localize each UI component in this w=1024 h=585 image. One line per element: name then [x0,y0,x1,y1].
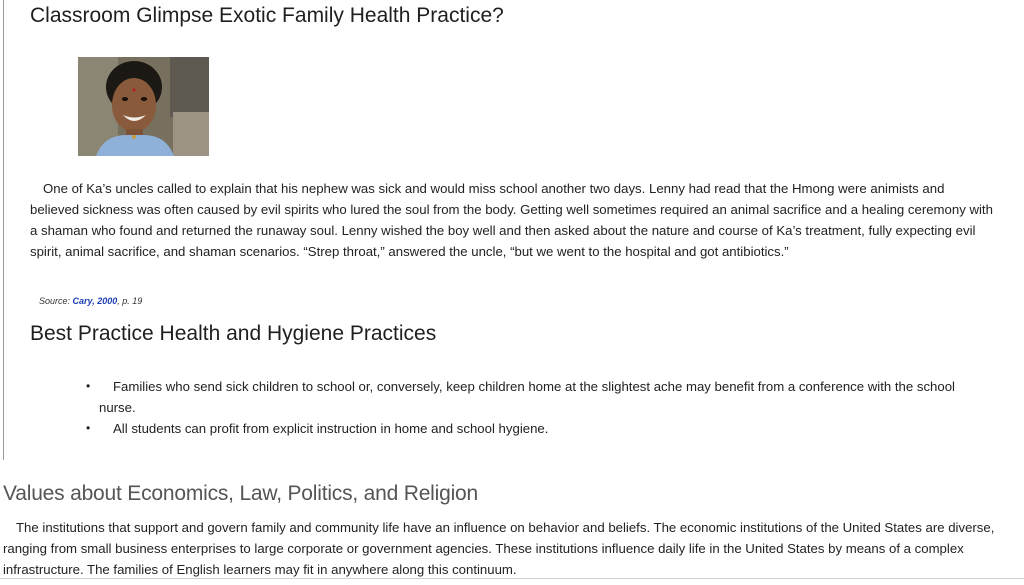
list-item [86,418,986,439]
bullet-icon: • [86,421,91,435]
classroom-glimpse-box [3,0,1024,460]
source-suffix: , p. 19 [117,296,143,306]
glimpse-story [30,178,996,262]
best-practice-heading: Best Practice Health and Hygiene Practices [30,322,437,345]
values-paragraph [3,517,1019,580]
list-item-text: All students can profit from explicit instruction in home and school hygiene. [113,421,549,436]
divider [0,578,1024,579]
list-item [86,376,986,418]
values-heading: Values about Economics, Law, Politics, and Religion [3,482,479,505]
bullet-icon: • [86,379,91,393]
source-citation [39,296,142,306]
source-prefix: Source: [39,296,73,306]
values-paragraph-text: The institutions that support and govern family and community life have an influence on behavior and beliefs. The economic institutions of the United States are diverse, ranging from small business enterprises to large corporate or government agencies. These institutions influence daily life in the United States by means of a complex infrastructure. The families of English learners may fit in anywhere along this continuum. [3,520,995,577]
glimpse-story-text: One of Ka’s uncles called to explain that his nephew was sick and would miss school another two days. Lenny had read that the Hmong were animists and believed sickness was often caused by evil spirits who lured the soul from the body. Getting well sometimes required an animal sacrifice and a healing ceremony with a shaman who found and returned the runaway soul. Lenny wished the boy well and then asked about the nature and course of Ka’s treatment, fully expecting evil spirit, animal sacrifice, and shaman scenarios. “Strep throat,” answered the uncle, “but we went to the hospital and got antibiotics.” [30,181,993,259]
child-photo [78,57,209,156]
best-practice-list [86,376,986,439]
glimpse-heading: Classroom Glimpse Exotic Family Health Practice? [30,4,504,27]
list-item-text: Families who send sick children to school or, conversely, keep children home at the slightest ache may benefit from a conference with the school nurse. [99,379,955,415]
source-citation-link[interactable]: Cary, 2000 [72,296,118,306]
